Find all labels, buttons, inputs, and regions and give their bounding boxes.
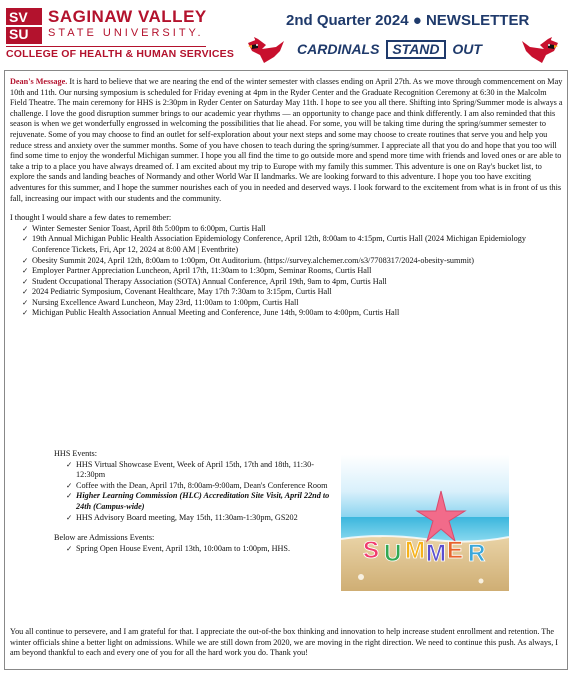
tagline-left: CARDINALS bbox=[297, 41, 380, 57]
university-subtitle: STATE UNIVERSITY. bbox=[48, 27, 204, 39]
hhs-events-title: HHS Events: bbox=[54, 449, 97, 458]
logo-bottom-text: SU bbox=[9, 26, 29, 42]
list-item: ✓ Student Occupational Therapy Association (SOTA) Annual Conference, April 19th, 9am to 4pm, Curtis Hall bbox=[22, 277, 564, 288]
list-item: ✓ Employer Partner Appreciation Luncheon, April 17th, 11:30am to 1:30pm, Seminar Rooms, Curtis Hall bbox=[22, 266, 564, 277]
university-name: SAGINAW VALLEY bbox=[48, 7, 207, 26]
college-rule bbox=[6, 46, 206, 47]
events-column bbox=[54, 449, 334, 554]
list-item: ✓ HHS Virtual Showcase Event, Week of April 15th, 17th and 18th, 11:30-12:30pm bbox=[66, 460, 334, 481]
closing-paragraph: You all continue to persevere, and I am grateful for that. I appreciate the out-of-the box thinking and innovation to help increase student enrollment and retention. The winter officials shine a better light on admissions. While we are still down from 2020, we are moving in the right direction. We need to continue this push. As always, I am beyond thankful to each and every one of you for all the hard work you do. Thank you! bbox=[10, 627, 559, 658]
summer-beach-image bbox=[341, 455, 509, 591]
dates-intro: I thought I would share a few dates to remember: bbox=[10, 213, 172, 223]
list-item: ✓ Higher Learning Commission (HLC) Accreditation Site Visit, April 22nd to 24th (Campus-wide) bbox=[66, 491, 334, 512]
deans-message bbox=[10, 77, 564, 204]
list-item: ✓ 19th Annual Michigan Public Health Association Epidemiology Conference, April 12th, 8:00am to 4:15pm, Curtis Hall (2024 Michigan Epidemiology Conference Tickets, Fri, Apr 12, 2024 at 8:00 AM | Eventbrite) bbox=[22, 234, 564, 255]
tagline-boxed-word: STAND bbox=[386, 40, 445, 59]
dates-list bbox=[10, 224, 564, 319]
summer-letter: U bbox=[384, 540, 402, 567]
cardinal-left-icon bbox=[246, 37, 286, 65]
summer-letter: S bbox=[363, 537, 380, 564]
summer-letter: R bbox=[468, 540, 486, 567]
admissions-events-list bbox=[54, 544, 334, 555]
summer-letter: M bbox=[405, 537, 425, 564]
cardinal-right-icon bbox=[520, 37, 560, 65]
deans-message-title: Dean's Message. bbox=[10, 77, 68, 86]
list-item: ✓ Obesity Summit 2024, April 12th, 8:00am to 1:00pm, Ott Auditorium. (https://survey.alchemer.com/s3/7708317/2024-obesity-summit) bbox=[22, 256, 564, 267]
list-item: ✓ Coffee with the Dean, April 17th, 8:00am-9:00am, Dean's Conference Room bbox=[66, 481, 334, 492]
college-name: COLLEGE OF HEALTH & HUMAN SERVICES bbox=[6, 48, 235, 60]
summer-letter: M bbox=[426, 540, 446, 567]
main-content bbox=[10, 77, 564, 319]
list-item: ✓ Nursing Excellence Award Luncheon, May 23rd, 11:00am to 1:00pm, Curtis Hall bbox=[22, 298, 564, 309]
tagline-right: OUT bbox=[452, 41, 482, 57]
logo-top-text: SV bbox=[9, 9, 28, 25]
deans-message-body: It is hard to believe that we are nearing the end of the winter semester with classes ending on April 27th. As we move through commencement on May 10th and 11th. Our nursing symposium is scheduled for Friday evening at 4pm in the Ryder Center and the Graduate Recognition Ceremony at 6:30 in the Malcolm Field Theatre. The main ceremony for HHS is 2:30pm in Ryder Center on Saturday May 11th. I hope to see you all there. Shifting into Spring/Summer mode is always a challenge. I love the good disruption summer brings to our academic year rhythms — an opportunity to change pace and think differently. I am also reminded that this season is when we get wonderfully engrossed in welcoming the possibilities that lie ahead. For some, you will be taking time during the spring/summer semester to rejuvenate. Some of you may choose to find an outlet for self-exploration about your next steps and some may choose to create routines that serve you and help you reduce stress and anxiety over the summer months. Some of you have chosen to teach during the spring/summer. I appreciate all that you do and hope that you too will find some time to enjoy the wonderful Michigan summer. I hope you all find the time to go outside more and spend more time with friends and loved ones or are able to take a trip to a place you have always dreamed of. I am excited about my trip to Europe with my family this summer. This adventure is one on Ray's bucket list, to explore the sands and landing beaches of Normandy and other World War II landmarks. We are looking forward to this adventure. I hope you too have exciting adventures for this summer, and I hope the summer nourishes each of you in needed and deserved ways. I look forward to the excitement from what is in front of us this fall, increasing our impact with our students and the community. bbox=[10, 77, 563, 203]
list-item: ✓ Michigan Public Health Association Annual Meeting and Conference, June 14th, 9:00am to 4:00pm, Curtis Hall bbox=[22, 308, 564, 319]
list-item: ✓ 2024 Pediatric Symposium, Covenant Healthcare, May 17th 7:30am to 3:15pm, Curtis Hall bbox=[22, 287, 564, 298]
list-item: ✓ HHS Advisory Board meeting, May 15th, 11:30am-1:30pm, GS202 bbox=[66, 513, 334, 524]
admissions-events-title: Below are Admissions Events: bbox=[54, 533, 155, 543]
svsu-logo bbox=[6, 8, 42, 44]
hhs-events-list bbox=[54, 460, 334, 524]
summer-letter: E bbox=[447, 537, 464, 564]
newsletter-title: 2nd Quarter 2024 ● NEWSLETTER bbox=[286, 12, 530, 29]
newsletter-tagline bbox=[297, 40, 482, 59]
list-item: ✓ Winter Semester Senior Toast, April 8th 5:00pm to 6:00pm, Curtis Hall bbox=[22, 224, 564, 235]
list-item: ✓ Spring Open House Event, April 13th, 10:00am to 1:00pm, HHS. bbox=[66, 544, 334, 555]
